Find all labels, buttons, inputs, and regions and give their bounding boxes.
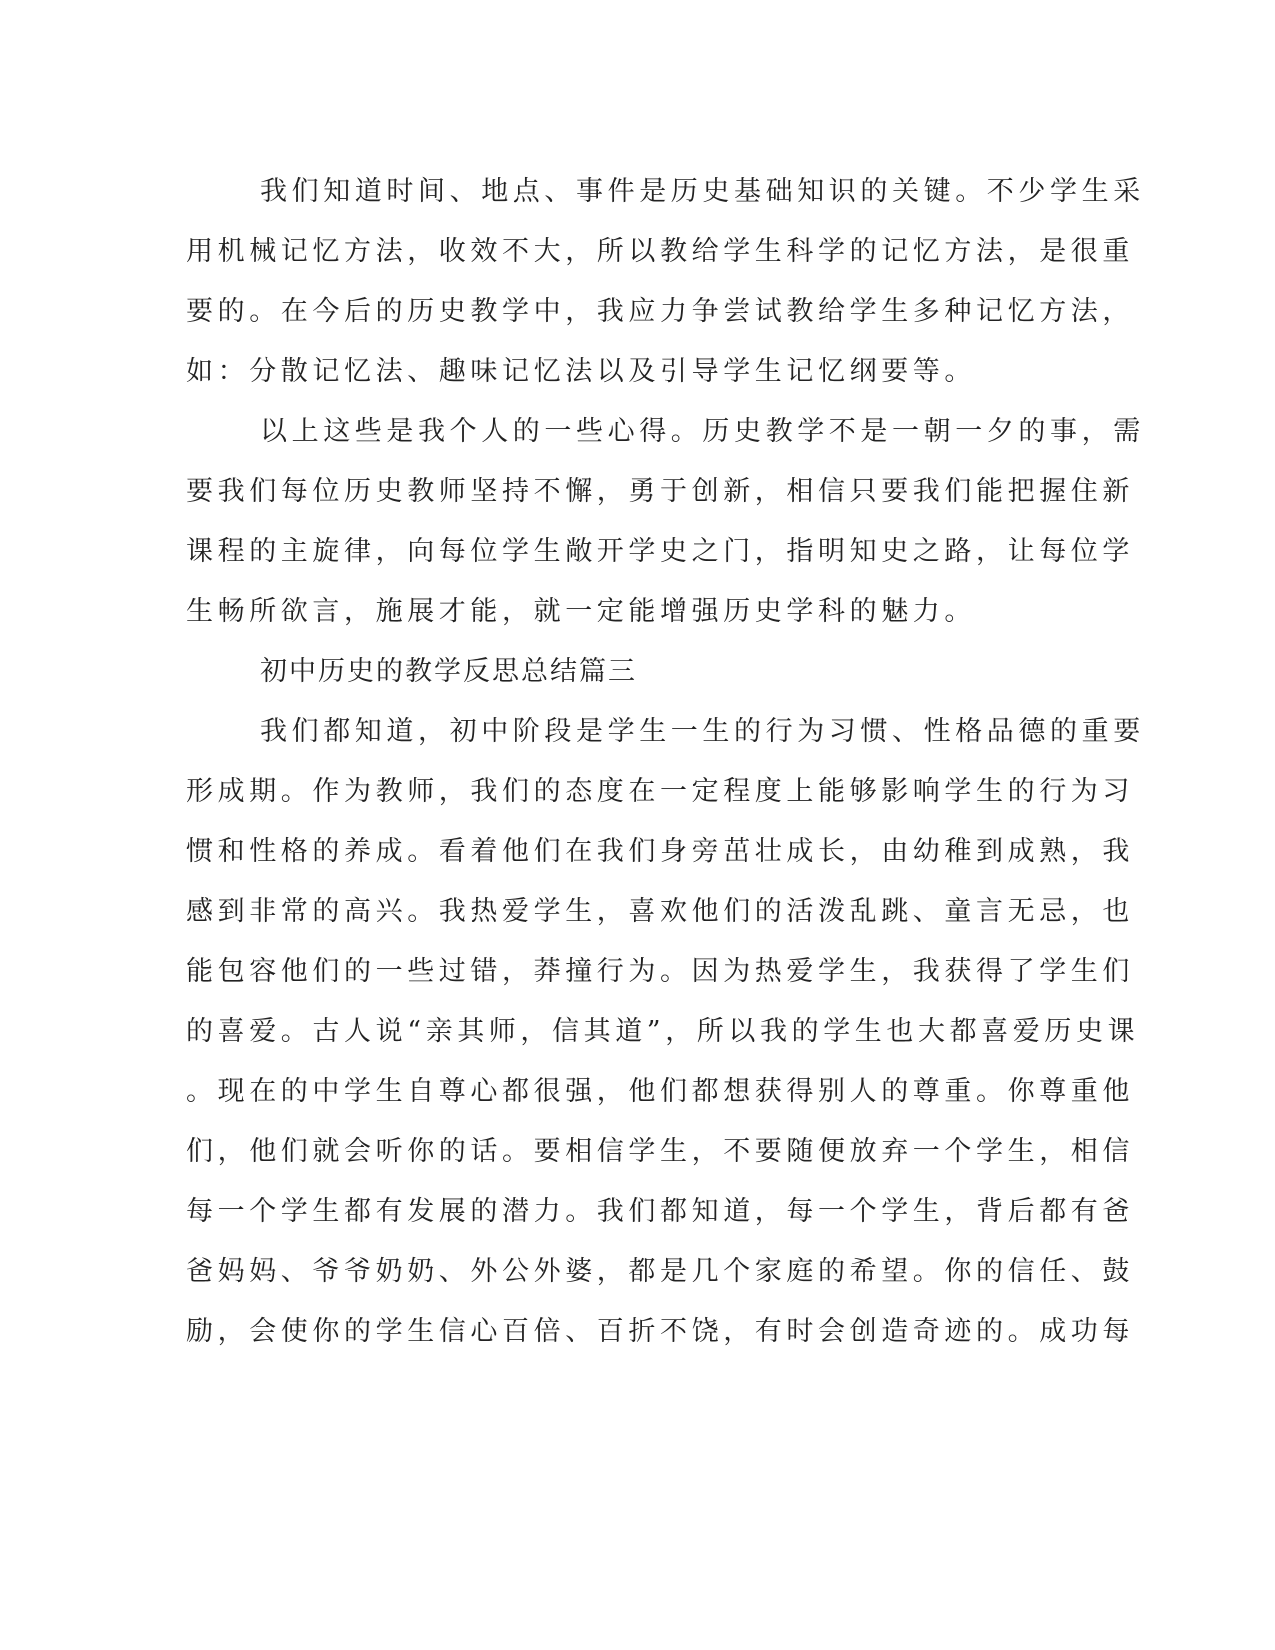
paragraph-line: 课程的主旋律，向每位学生敞开学史之门，指明知史之路，让每位学 (186, 536, 1134, 567)
paragraph-line: 每一个学生都有发展的潜力。我们都知道，每一个学生，背后都有爸 (186, 1196, 1134, 1227)
paragraph-line: 要的。在今后的历史教学中，我应力争尝试教给学生多种记忆方法， (186, 296, 1134, 327)
paragraph-line: 感到非常的高兴。我热爱学生，喜欢他们的活泼乱跳、童言无忌，也 (186, 896, 1134, 927)
paragraph-line: 励，会使你的学生信心百倍、百折不饶，有时会创造奇迹的。成功每 (186, 1316, 1134, 1347)
paragraph-line: 的喜爱。古人说“亲其师，信其道”，所以我的学生也大都喜爱历史课 (186, 1016, 1140, 1047)
paragraph-line: 以上这些是我个人的一些心得。历史教学不是一朝一夕的事，需 (260, 416, 1145, 447)
paragraph-line: 。现在的中学生自尊心都很强，他们都想获得别人的尊重。你尊重他 (186, 1076, 1134, 1107)
paragraph-line: 惯和性格的养成。看着他们在我们身旁茁壮成长，由幼稚到成熟，我 (186, 836, 1134, 867)
paragraph-line: 用机械记忆方法，收效不大，所以教给学生科学的记忆方法，是很重 (186, 236, 1134, 267)
paragraph-line: 们，他们就会听你的话。要相信学生，不要随便放弃一个学生，相信 (186, 1136, 1134, 1167)
paragraph-line: 爸妈妈、爷爷奶奶、外公外婆，都是几个家庭的希望。你的信任、鼓 (186, 1256, 1134, 1287)
paragraph-line: 形成期。作为教师，我们的态度在一定程度上能够影响学生的行为习 (186, 776, 1134, 807)
paragraph-line: 要我们每位历史教师坚持不懈，勇于创新，相信只要我们能把握住新 (186, 476, 1134, 507)
paragraph-line: 如：分散记忆法、趣味记忆法以及引导学生记忆纲要等。 (186, 356, 976, 387)
paragraph-line: 我们都知道，初中阶段是学生一生的行为习惯、性格品德的重要 (260, 716, 1145, 747)
paragraph-line: 我们知道时间、地点、事件是历史基础知识的关键。不少学生采 (260, 176, 1145, 207)
body-text (186, 162, 1145, 1362)
section-heading: 初中历史的教学反思总结篇三 (260, 656, 637, 687)
paragraph-line: 能包容他们的一些过错，莽撞行为。因为热爱学生，我获得了学生们 (186, 956, 1134, 987)
paragraph-line: 生畅所欲言，施展才能，就一定能增强历史学科的魅力。 (186, 596, 976, 627)
